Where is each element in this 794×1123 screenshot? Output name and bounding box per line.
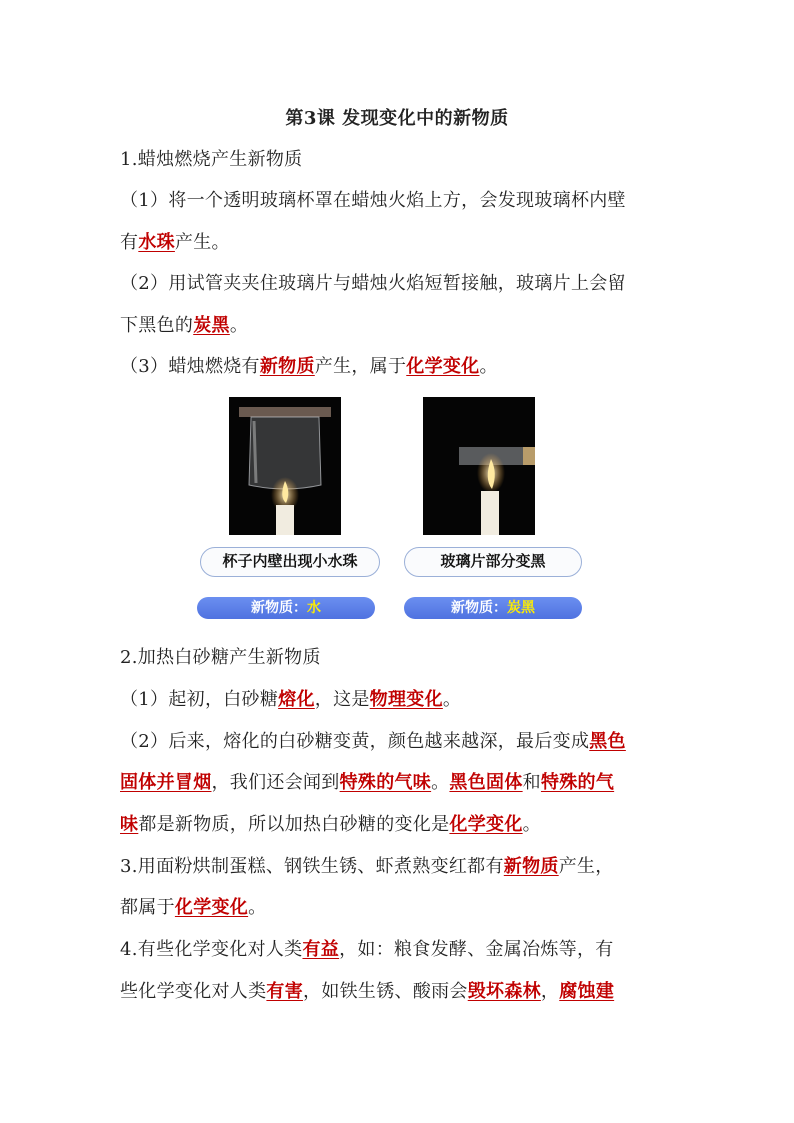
key-term: 毁坏森林 [467, 981, 541, 1002]
text: ，我们还会闻到 [211, 772, 340, 793]
text: 些化学变化对人类 [120, 981, 267, 1002]
key-term: 新物质 [259, 356, 315, 377]
text: 产生，属于 [314, 356, 407, 377]
text: 。 [442, 689, 462, 710]
key-term: 味 [120, 814, 139, 835]
text: 都是新物质，所以加热白砂糖的变化是 [138, 814, 450, 835]
text: 1.蜡烛燃烧产生新物质 [120, 149, 303, 170]
key-term: 化学变化 [406, 356, 480, 377]
text: 。 [229, 315, 249, 336]
key-term: 物理变化 [369, 689, 443, 710]
text: ，如：粮食发酵、金属冶炼等，有 [339, 939, 614, 960]
text: 产生。 [174, 232, 230, 253]
key-term: 特殊的气 [540, 772, 615, 793]
caption-left: 杯子内壁出现小水珠 [200, 547, 380, 577]
text: （3）蜡烛燃烧有 [120, 356, 260, 377]
text: 。 [522, 814, 541, 835]
text: ， [540, 981, 560, 1002]
text: 4.有些化学变化对人类 [120, 939, 303, 960]
text: （2）后来，熔化的白砂糖变黄，颜色越来越深，最后变成 [120, 731, 590, 752]
paragraph-line [120, 272, 626, 296]
paragraph-line [120, 855, 614, 879]
key-term: 有益 [302, 939, 340, 960]
badge-value: 炭黑 [507, 600, 535, 616]
key-term: 化学变化 [449, 814, 523, 835]
glass-over-candle-photo [229, 397, 341, 535]
text: 都属于 [120, 897, 175, 918]
text: 和 [522, 772, 541, 793]
text: 。 [479, 356, 498, 377]
text: 产生， [558, 856, 614, 877]
badge-value: 水 [307, 600, 321, 616]
key-term: 炭黑 [193, 315, 230, 336]
paragraph-line [120, 730, 626, 754]
key-term: 化学变化 [174, 897, 249, 918]
key-term: 水珠 [138, 232, 175, 253]
text: 3.用面粉烘制蛋糕、钢铁生锈、虾煮熟变红都有 [120, 856, 504, 877]
paragraph-line [120, 231, 230, 255]
key-term: 新物质 [503, 856, 559, 877]
paragraph-line [120, 938, 614, 962]
key-term: 熔化 [278, 689, 315, 710]
text: 有 [120, 232, 139, 253]
new-substance-badge-right [404, 597, 582, 619]
key-term: 黑色固体 [449, 772, 523, 793]
text: 下黑色的 [120, 315, 194, 336]
text: ，如铁生锈、酸雨会 [303, 981, 468, 1002]
paragraph-line [120, 813, 541, 837]
paragraph-line [120, 980, 614, 1004]
text: （2）用试管夹夹住玻璃片与蜡烛火焰短暂接触，玻璃片上会留 [120, 273, 626, 294]
key-term: 腐蚀建 [559, 981, 615, 1002]
text: 。 [248, 897, 267, 918]
text: （1）将一个透明玻璃杯罩在蜡烛火焰上方，会发现玻璃杯内壁 [120, 190, 626, 211]
paragraph-line [120, 688, 461, 712]
paragraph-line [120, 771, 614, 795]
caption-right: 玻璃片部分变黑 [404, 547, 582, 577]
text: （1）起初，白砂糖 [120, 689, 279, 710]
badge-label: 新物质： [451, 600, 507, 616]
key-term: 黑色 [589, 731, 626, 752]
section-heading-2 [120, 646, 321, 670]
section-heading-1 [120, 148, 302, 172]
paragraph-line [120, 355, 498, 379]
glass-slide-flame-photo [423, 397, 535, 535]
key-term: 特殊的气味 [339, 772, 432, 793]
new-substance-badge-left [197, 597, 375, 619]
key-term: 有害 [266, 981, 304, 1002]
paragraph-line [120, 314, 248, 338]
paragraph-line [120, 896, 266, 920]
paragraph-line [120, 189, 626, 213]
text: ，这是 [314, 689, 370, 710]
key-term: 固体并冒烟 [120, 772, 212, 793]
badge-label: 新物质： [251, 600, 307, 616]
page-title: 第3课 发现变化中的新物质 [285, 108, 509, 129]
text: 2.加热白砂糖产生新物质 [120, 647, 321, 668]
text: 。 [431, 772, 450, 793]
